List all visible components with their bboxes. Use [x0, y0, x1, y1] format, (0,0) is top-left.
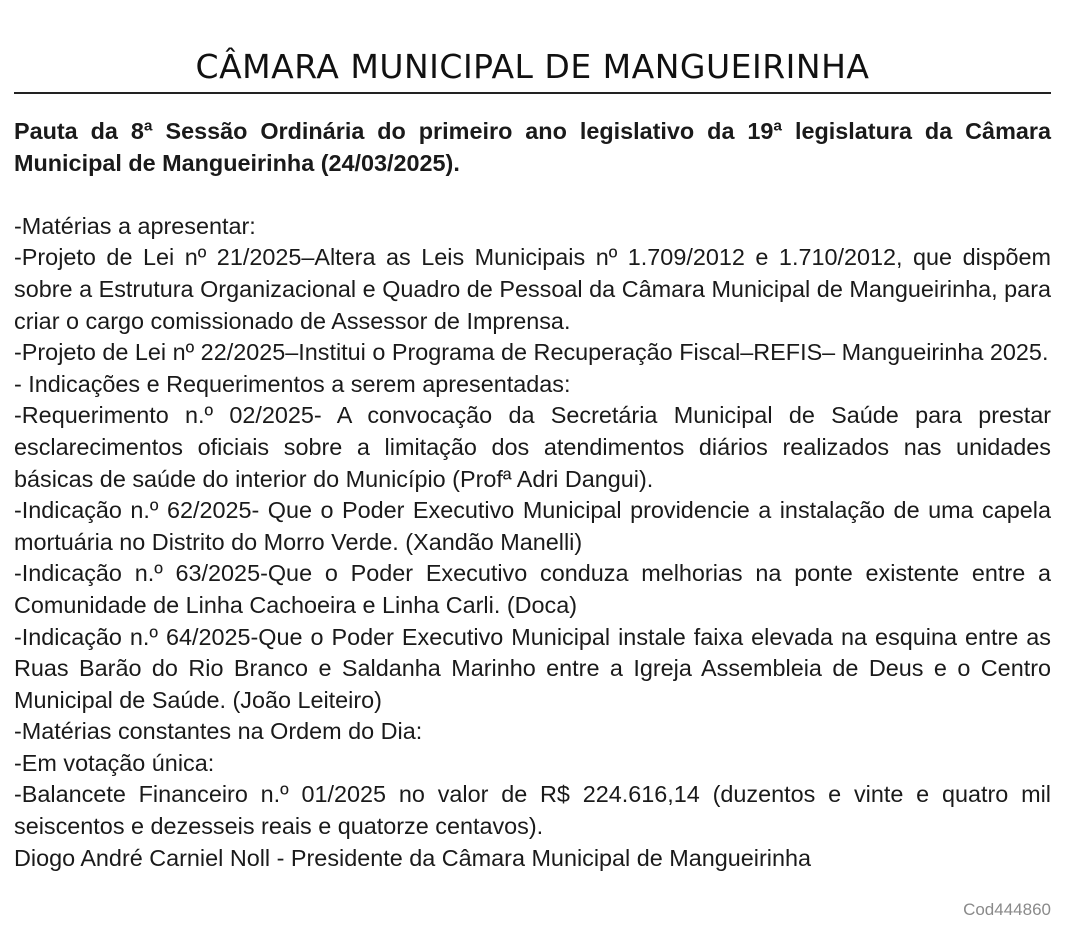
agenda-item-balancete: -Balancete Financeiro n.º 01/2025 no valor de R$ 224.616,14 (duzentos e vinte e quatro mil seiscentos e dezesseis reais e quatorze centavos).	[14, 781, 1051, 840]
section-heading-votacao-unica: -Em votação única:	[14, 749, 215, 776]
agenda-item-requerimento-02: -Requerimento n.º 02/2025- A convocação da Secretária Municipal de Saúde para prestar esclarecimentos oficiais sobre a limitação dos atendimentos diários realizados nas unidades básicas de saúde do interior do Município (Profª Adri Dangui).	[14, 402, 1051, 492]
section-heading-indicacoes: - Indicações e Requerimentos a serem apresentadas:	[14, 370, 571, 397]
page-title: CÂMARA MUNICIPAL DE MANGUEIRINHA	[195, 47, 870, 86]
agenda-item-indicacao-64: -Indicação n.º 64/2025-Que o Poder Executivo Municipal instale faixa elevada na esquina entre as Ruas Barão do Rio Branco e Saldanha Marinho entre a Igreja Assembleia de Deus e o Centro Municipal de Saúde. (João Leiteiro)	[14, 623, 1051, 713]
agenda-item-indicacao-63: -Indicação n.º 63/2025-Que o Poder Executivo conduza melhorias na ponte existente entre a Comunidade de Linha Cachoeira e Linha Carli. (Doca)	[14, 560, 1051, 618]
section-heading-ordem-do-dia: -Matérias constantes na Ordem do Dia:	[14, 718, 423, 745]
title-divider	[14, 92, 1051, 94]
agenda-heading: Pauta da 8ª Sessão Ordinária do primeiro ano legislativo da 19ª legislatura da Câmara Municipal de Mangueirinha (24/03/2025).	[14, 118, 1051, 176]
publication-code: Cod444860	[963, 900, 1051, 919]
agenda-item-indicacao-62: -Indicação n.º 62/2025- Que o Poder Executivo Municipal providencie a instalação de uma capela mortuária no Distrito do Morro Verde. (Xandão Manelli)	[14, 497, 1051, 555]
signature-line: Diogo André Carniel Noll - Presidente da Câmara Municipal de Mangueirinha	[14, 844, 812, 871]
document-page	[14, 0, 1051, 874]
agenda-item-projeto-lei-21: -Projeto de Lei nº 21/2025–Altera as Leis Municipais nº 1.709/2012 e 1.710/2012, que dispõem sobre a Estrutura Organizacional e Quadro de Pessoal da Câmara Municipal de Mangueirinha, para criar o cargo comissionado de Assessor de Imprensa.	[14, 244, 1051, 334]
paragraph-spacer	[14, 179, 1051, 211]
document-body	[14, 116, 1051, 874]
agenda-item-projeto-lei-22: -Projeto de Lei nº 22/2025–Institui o Programa de Recuperação Fiscal–REFIS– Mangueirinha 2025.	[14, 339, 1049, 366]
section-heading-materias: -Matérias a apresentar:	[14, 212, 256, 239]
